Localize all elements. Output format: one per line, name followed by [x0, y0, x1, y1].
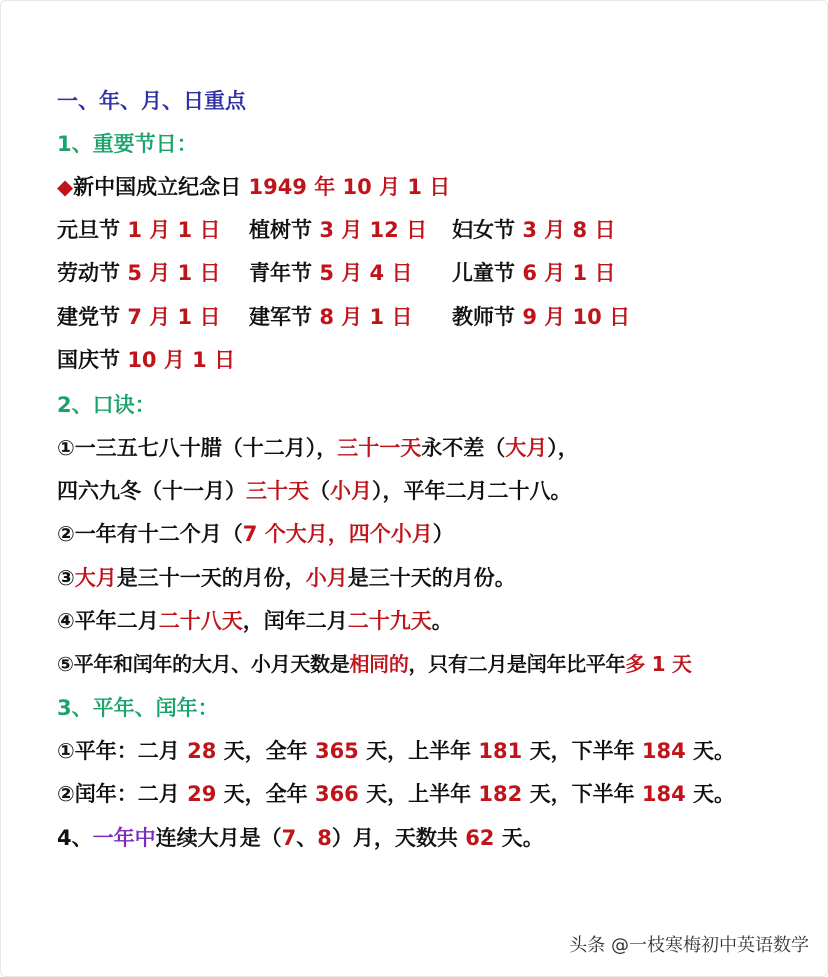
mnemonic-line-5: ④平年二月二十八天，闰年二月二十九天。 — [57, 609, 453, 633]
bullet-diamond-icon: ◆ — [57, 175, 74, 199]
festival-item: 青年节 5 月 4 日 — [249, 261, 413, 285]
festival-item: 植树节 3 月 12 日 — [249, 218, 428, 242]
mnemonic-line-4: ③大月是三十一天的月份，小月是三十天的月份。 — [57, 566, 516, 590]
founding-day-line — [57, 173, 450, 201]
festival-item: 元旦节 1 月 1 日 — [57, 218, 221, 242]
mnemonic-line-1: ①一三五七八十腊（十二月），三十一天永不差（大月）， — [57, 436, 579, 460]
mnemonic-line-2: 四六九冬（十一月）三十天（小月），平年二月二十八。 — [57, 479, 572, 503]
section-title: 一、年、月、日重点 — [57, 89, 246, 113]
common-year-line: ①平年：二月 28 天，全年 365 天，上半年 181 天，下半年 184 天。 — [57, 739, 736, 763]
festival-item: 儿童节 6 月 1 日 — [452, 261, 616, 285]
watermark-text: 头条 @一枝寒梅初中英语数学 — [569, 935, 809, 956]
festival-item: 妇女节 3 月 8 日 — [452, 218, 616, 242]
festival-item: 国庆节 10 月 1 日 — [57, 348, 236, 372]
leap-year-heading: 3、平年、闰年： — [57, 696, 219, 720]
mnemonic-line-6: ⑤平年和闰年的大月、小月天数是相同的，只有二月是闰年比平年多 1 天 — [57, 652, 692, 676]
festival-item: 劳动节 5 月 1 日 — [57, 261, 221, 285]
leap-year-line: ②闰年：二月 29 天，全年 366 天，上半年 182 天，下半年 184 天。 — [57, 782, 736, 806]
festival-item: 建军节 8 月 1 日 — [249, 305, 413, 329]
mnemonic-line-3: ②一年有十二个月（7 个大月，四个小月） — [57, 522, 454, 546]
festival-date: 1949 年 10 月 1 日 — [248, 175, 451, 199]
festival-item: 建党节 7 月 1 日 — [57, 305, 221, 329]
consecutive-months-line: 4、一年中连续大月是（7、8）月，天数共 62 天。 — [57, 826, 544, 850]
festivals-heading: 1、重要节日： — [57, 132, 198, 156]
mnemonic-heading: 2、口诀： — [57, 393, 156, 417]
festival-item: 教师节 9 月 10 日 — [452, 305, 631, 329]
festival-label: 新中国成立纪念日 — [73, 175, 242, 199]
